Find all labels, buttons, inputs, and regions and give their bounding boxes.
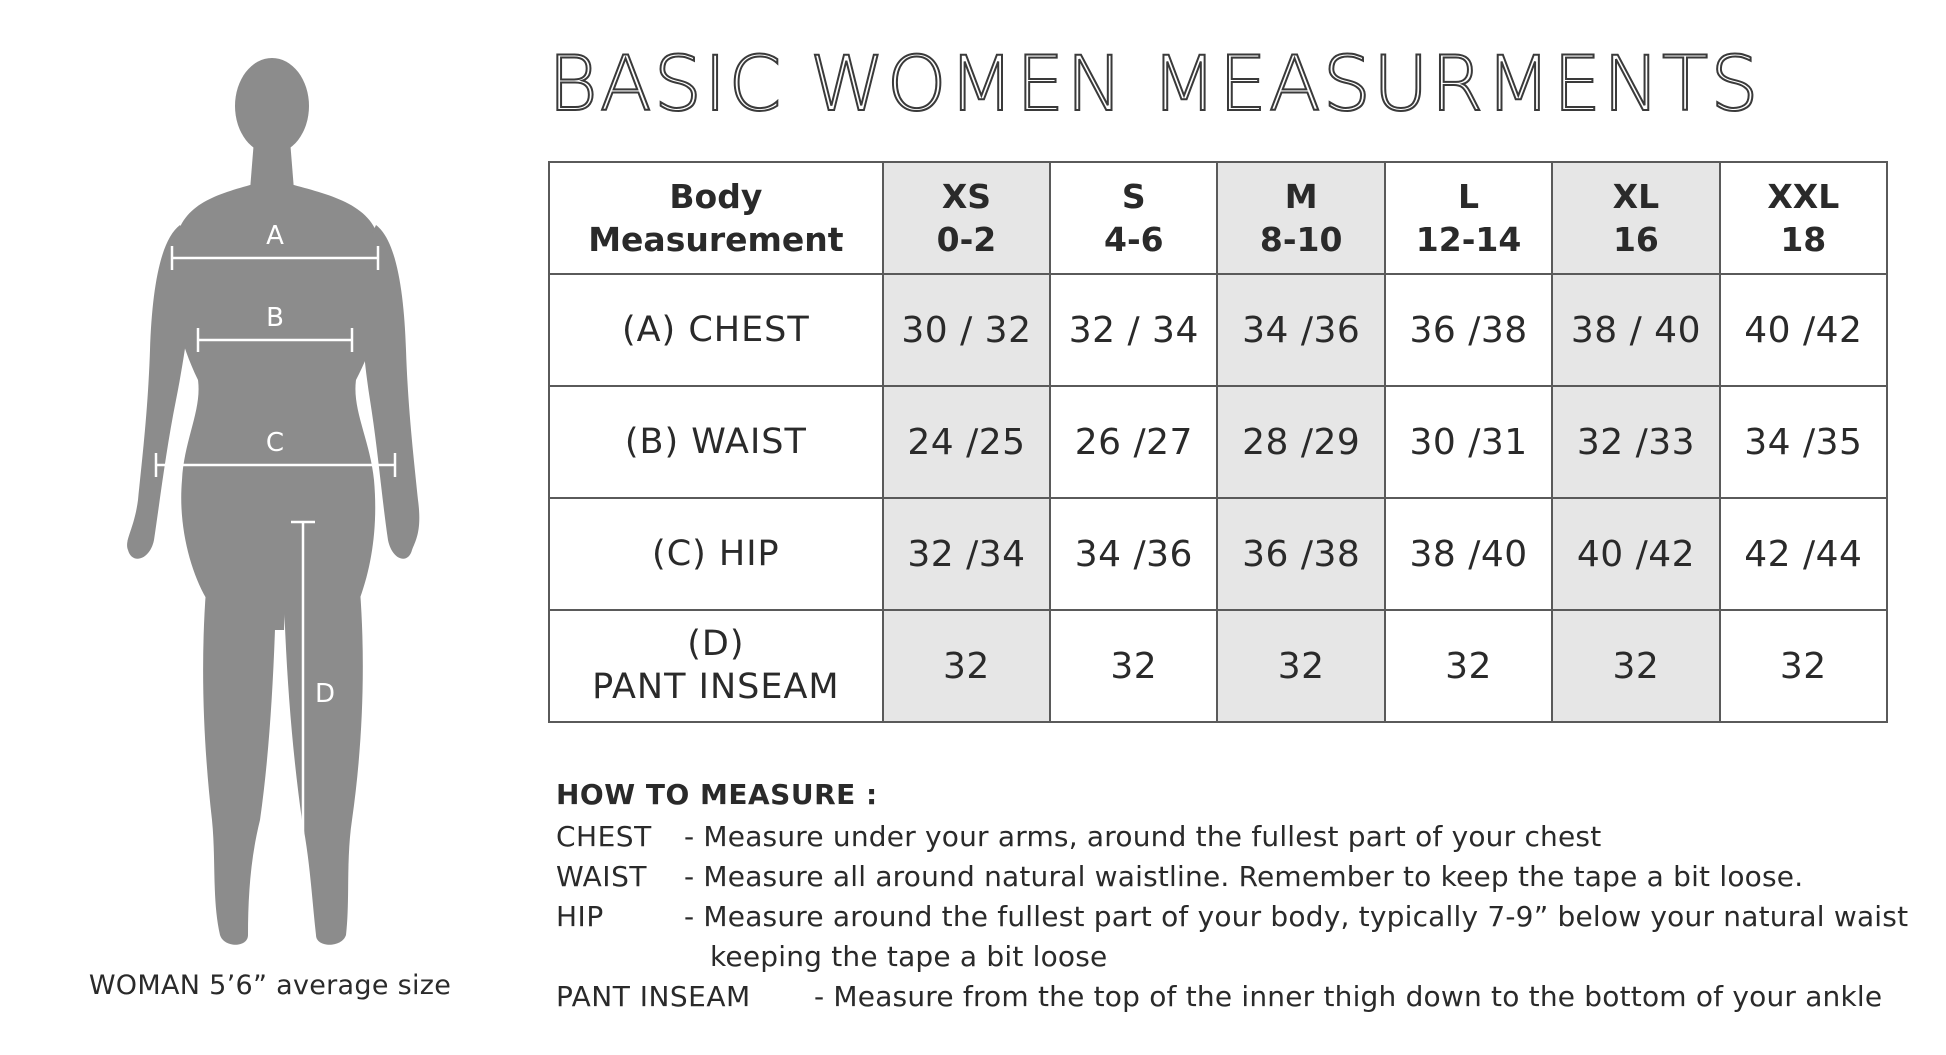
header-size-l bbox=[1385, 162, 1552, 274]
size-name: XL bbox=[1612, 177, 1660, 216]
table-cell: 32 bbox=[883, 610, 1050, 722]
size-range: 4-6 bbox=[1103, 220, 1164, 259]
how-to-hip-continued bbox=[556, 937, 1926, 977]
row-label-inseam-line2: PANT INSEAM bbox=[592, 667, 840, 707]
header-size-xxl bbox=[1720, 162, 1887, 274]
table-cell: 36 /38 bbox=[1217, 498, 1384, 610]
table-cell: 32 bbox=[1385, 610, 1552, 722]
desc-hip: - Measure around the fullest part of your body, typically 7-9” below your natural waist bbox=[684, 900, 1909, 933]
table-row-inseam bbox=[549, 610, 1887, 722]
header-body-measurement bbox=[549, 162, 883, 274]
size-name: XXL bbox=[1767, 177, 1840, 216]
size-name: M bbox=[1284, 177, 1318, 216]
size-range: 16 bbox=[1612, 220, 1659, 259]
table-cell: 28 /29 bbox=[1217, 386, 1384, 498]
table-cell: 32 bbox=[1217, 610, 1384, 722]
marker-c: C bbox=[265, 428, 285, 458]
size-name: L bbox=[1458, 177, 1480, 216]
table-cell: 30 /31 bbox=[1385, 386, 1552, 498]
how-to-measure-section bbox=[556, 778, 1926, 1017]
table-cell: 32 bbox=[1050, 610, 1217, 722]
marker-b: B bbox=[266, 303, 284, 333]
size-name: S bbox=[1121, 177, 1146, 216]
size-range: 8-10 bbox=[1259, 220, 1343, 259]
body-figure bbox=[120, 30, 420, 950]
term-hip: HIP bbox=[556, 900, 604, 933]
desc-inseam: - Measure from the top of the inner thigh down to the bottom of your ankle bbox=[814, 980, 1883, 1013]
desc-waist: - Measure all around natural waistline. Remember to keep the tape a bit loose. bbox=[684, 860, 1804, 893]
table-cell: 34 /36 bbox=[1217, 274, 1384, 386]
table-cell: 32 bbox=[1552, 610, 1719, 722]
table-cell: 30 / 32 bbox=[883, 274, 1050, 386]
table-cell: 32 bbox=[1720, 610, 1887, 722]
table-cell: 26 /27 bbox=[1050, 386, 1217, 498]
how-to-measure-title: HOW TO MEASURE : bbox=[556, 778, 878, 811]
how-to-inseam bbox=[556, 977, 1926, 1017]
table-cell: 34 /36 bbox=[1050, 498, 1217, 610]
row-label-waist: (B) WAIST bbox=[549, 386, 883, 498]
table-row-waist bbox=[549, 386, 1887, 498]
header-size-m bbox=[1217, 162, 1384, 274]
table-header-row bbox=[549, 162, 1887, 274]
table-cell: 40 /42 bbox=[1552, 498, 1719, 610]
term-waist: WAIST bbox=[556, 860, 647, 893]
how-to-chest bbox=[556, 817, 1926, 857]
header-size-xs bbox=[883, 162, 1050, 274]
table-cell: 32 /34 bbox=[883, 498, 1050, 610]
header-size-s bbox=[1050, 162, 1217, 274]
how-to-hip bbox=[556, 897, 1926, 937]
table-cell: 42 /44 bbox=[1720, 498, 1887, 610]
size-range: 12-14 bbox=[1415, 220, 1522, 259]
header-label-line1: Body bbox=[669, 177, 763, 216]
table-cell: 32 / 34 bbox=[1050, 274, 1217, 386]
size-chart-table bbox=[548, 161, 1888, 723]
row-label-chest: (A) CHEST bbox=[549, 274, 883, 386]
size-range: 18 bbox=[1780, 220, 1827, 259]
row-label-hip: (C) HIP bbox=[549, 498, 883, 610]
table-cell: 36 /38 bbox=[1385, 274, 1552, 386]
header-label-line2: Measurement bbox=[588, 220, 844, 259]
table-cell: 34 /35 bbox=[1720, 386, 1887, 498]
marker-d: D bbox=[314, 679, 336, 709]
term-inseam: PANT INSEAM bbox=[556, 980, 751, 1013]
table-cell: 24 /25 bbox=[883, 386, 1050, 498]
size-name: XS bbox=[941, 177, 992, 216]
size-range: 0-2 bbox=[936, 220, 997, 259]
table-cell: 32 /33 bbox=[1552, 386, 1719, 498]
desc-chest: - Measure under your arms, around the fullest part of your chest bbox=[684, 820, 1602, 853]
table-row-hip bbox=[549, 498, 1887, 610]
table-cell: 38 / 40 bbox=[1552, 274, 1719, 386]
row-label-inseam bbox=[549, 610, 883, 722]
desc-hip-continued: keeping the tape a bit loose bbox=[710, 940, 1108, 973]
woman-silhouette-image bbox=[120, 30, 420, 950]
table-cell: 40 /42 bbox=[1720, 274, 1887, 386]
figure-caption: WOMAN 5’6” average size bbox=[88, 970, 452, 1001]
table-cell: 38 /40 bbox=[1385, 498, 1552, 610]
header-size-xl bbox=[1552, 162, 1719, 274]
table-row-chest bbox=[549, 274, 1887, 386]
page-title: BASIC WOMEN MEASURMENTS bbox=[548, 39, 1761, 128]
how-to-waist bbox=[556, 857, 1926, 897]
marker-a: A bbox=[266, 221, 284, 251]
term-chest: CHEST bbox=[556, 820, 652, 853]
row-label-inseam-line1: (D) bbox=[687, 624, 745, 664]
